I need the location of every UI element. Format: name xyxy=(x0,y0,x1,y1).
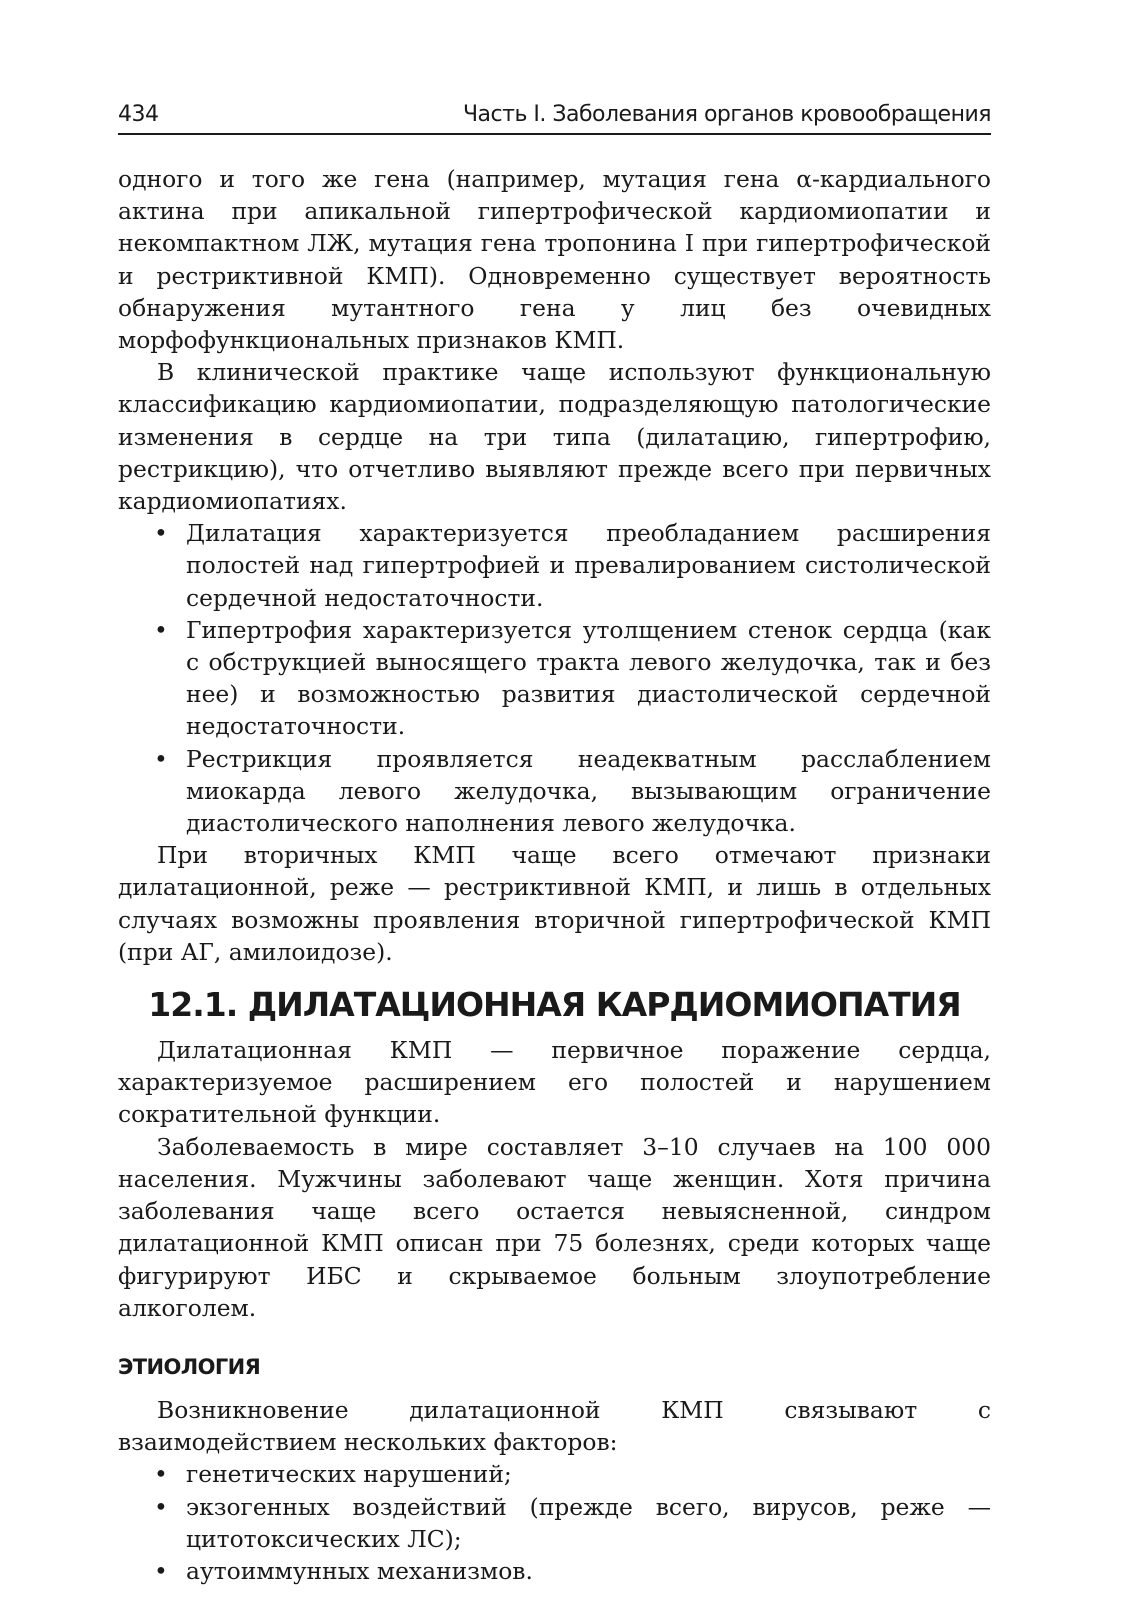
bullet-icon: • xyxy=(154,1492,168,1521)
list-item-text: экзогенных воздействий (прежде всего, вирусов, реже — цитотоксических ЛС); xyxy=(186,1492,991,1553)
paragraph-2: В клинической практике чаще используют функциональную классификацию кардиомиопатии, подразделяющую патологические изменения в сердце на три типа (дилатацию, гипертрофию, рестрикцию), что отчетливо выявляют прежде всего при первичных кардиомиопатиях. xyxy=(118,358,991,516)
list-item xyxy=(118,1458,991,1490)
paragraph-5: Заболеваемость в мире составляет 3–10 случаев на 100 000 населения. Мужчины заболевают чаще женщин. Хотя причина заболевания чаще всего остается невыясненной, синдром дилатационной КМП описан при 75 болезнях, среди которых чаще фигурируют ИБС и скрываемое больным злоупотребление алкоголем. xyxy=(118,1132,991,1322)
list-item-text: Дилатация характеризуется преобладанием расширения полостей над гипертрофией и превалированием систолической сердечной недостаточности. xyxy=(186,519,991,612)
running-header xyxy=(118,100,991,135)
bullet-list-factors xyxy=(118,1458,991,1587)
bullet-icon: • xyxy=(154,1460,168,1489)
list-item xyxy=(118,614,991,743)
page-content xyxy=(118,163,991,1587)
paragraph-4: Дилатационная КМП — первичное поражение сердца, характеризуемое расширением его полостей и нарушением сократительной функции. xyxy=(118,1036,991,1129)
list-item xyxy=(118,1491,991,1555)
page-number: 434 xyxy=(118,102,159,127)
list-item-text: Рестрикция проявляется неадекватным расслаблением миокарда левого желудочка, вызывающим ограничение диастолического наполнения левого желудочка. xyxy=(186,744,991,838)
book-page xyxy=(118,100,991,1587)
bullet-list-types xyxy=(118,517,991,839)
paragraph-1: одного и того же гена (например, мутация гена α-кардиального актина при апикальной гипертрофической кардиомиопатии и некомпактном ЛЖ, мутация гена тропонина I при гипертрофической и рестриктивной КМП). Одновременно существует вероятность обнаружения мутантного гена у лиц без очевидных морфофункциональных признаков КМП. xyxy=(118,165,991,355)
list-item xyxy=(118,743,991,840)
subsection-title: ЭТИОЛОГИЯ xyxy=(118,1354,261,1379)
bullet-icon: • xyxy=(154,1556,168,1585)
bullet-icon: • xyxy=(154,519,168,548)
list-item xyxy=(118,517,991,614)
list-item xyxy=(118,1555,991,1587)
running-title: Часть I. Заболевания органов кровообращения xyxy=(462,102,991,127)
list-item-text: генетических нарушений; xyxy=(186,1460,512,1489)
list-item-text: аутоиммунных механизмов. xyxy=(186,1556,533,1585)
bullet-icon: • xyxy=(154,744,168,773)
paragraph-6: Возникновение дилатационной КМП связывают с взаимодействием нескольких факторов: xyxy=(118,1395,991,1457)
paragraph-3: При вторичных КМП чаще всего отмечают признаки дилатационной, реже — рестриктивной КМП, и лишь в отдельных случаях возможны проявления вторичной гипертрофической КМП (при АГ, амилоидозе). xyxy=(118,841,991,966)
bullet-icon: • xyxy=(154,615,168,644)
section-title: 12.1. ДИЛАТАЦИОННАЯ КАРДИОМИОПАТИЯ xyxy=(148,985,961,1025)
list-item-text: Гипертрофия характеризуется утолщением стенок сердца (как с обструкцией выносящего тракта левого желудочка, так и без нее) и возможностью развития диастолической сердечной недостаточности. xyxy=(186,615,991,741)
